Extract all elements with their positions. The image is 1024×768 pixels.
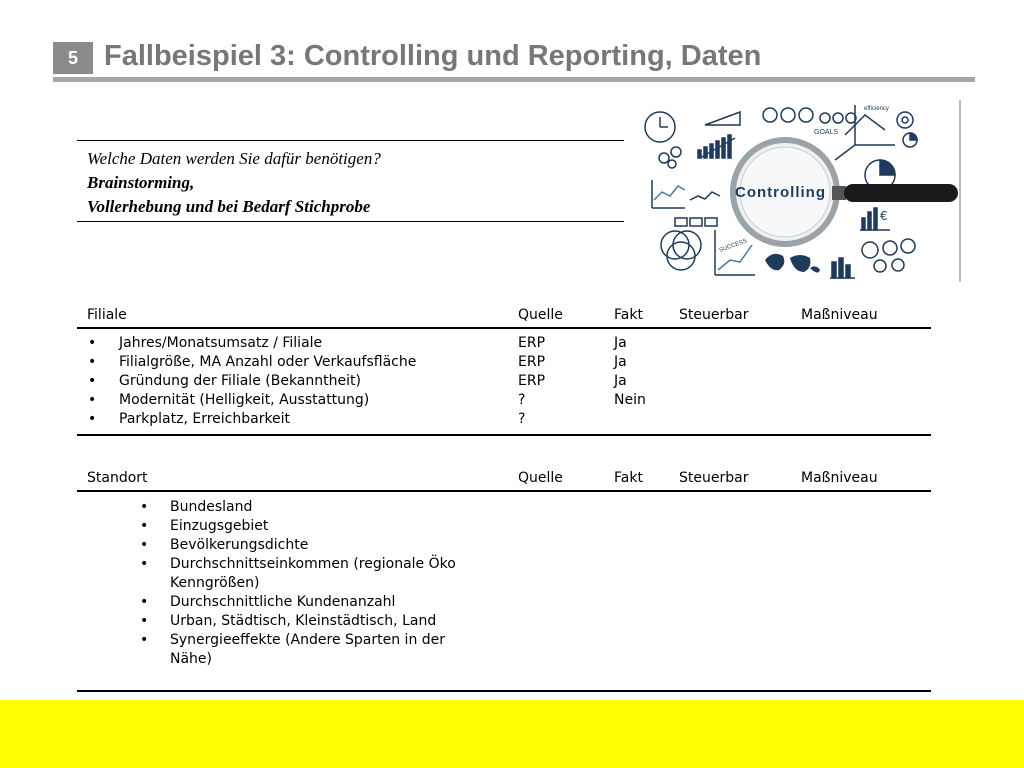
bullet: • (140, 632, 149, 648)
list-item (77, 498, 490, 517)
header-filiale: Filiale (87, 307, 127, 323)
table-row (77, 354, 931, 373)
gear-cluster-icon (862, 239, 915, 272)
table-bottom-rule (77, 434, 931, 436)
bullet: • (140, 518, 149, 534)
row-quelle: ? (518, 392, 526, 408)
rising-bars-icon (698, 135, 735, 158)
venn-diagram-icon (661, 231, 701, 270)
question-line: Welche Daten werden Sie dafür benötigen? (87, 149, 381, 168)
header-massniveau: Maßniveau (801, 470, 878, 486)
bullet: • (140, 556, 149, 572)
standort-table (77, 470, 931, 692)
list-item-text: Urban, Städtisch, Kleinstädtisch, Land (170, 613, 437, 629)
table-row (77, 373, 931, 392)
svg-text:€: € (880, 209, 888, 223)
row-fakt: Nein (614, 392, 646, 408)
row-quelle: ERP (518, 335, 546, 351)
standort-header-row (77, 470, 931, 490)
title-underline (53, 77, 975, 82)
bullet: • (88, 354, 97, 370)
table-row (77, 335, 931, 354)
survey-method-line: Vollerhebung und bei Bedarf Stichprobe (87, 197, 371, 216)
bullet: • (88, 392, 97, 408)
picture-divider (959, 100, 961, 282)
filiale-header-row (77, 307, 931, 327)
line-chart-icon (652, 180, 720, 208)
bar-chart-icon (830, 258, 855, 278)
footer-bar (0, 700, 1024, 768)
header-massniveau: Maßniveau (801, 307, 878, 323)
bullet: • (88, 411, 97, 427)
bullet: • (140, 537, 149, 553)
table-row (77, 411, 931, 430)
list-item (77, 593, 490, 612)
question-box (77, 140, 624, 222)
currency-chart-icon (860, 208, 890, 230)
row-item: Gründung der Filiale (Bekanntheit) (119, 373, 361, 389)
list-item-text: Durchschnittseinkommen (regionale Öko Kenngrößen) (170, 556, 456, 591)
list-item (77, 631, 490, 669)
row-quelle: ? (518, 411, 526, 427)
row-item: Parkplatz, Erreichbarkeit (119, 411, 291, 427)
list-item (77, 536, 490, 555)
header-steuerbar: Steuerbar (679, 307, 749, 323)
bullet: • (88, 335, 97, 351)
goals-label: GOALS (814, 129, 839, 136)
people-icons (820, 113, 856, 123)
header-fakt: Fakt (614, 307, 643, 323)
list-item-text: Durchschnittliche Kundenanzahl (170, 594, 396, 610)
row-quelle: ERP (518, 354, 546, 370)
row-item: Jahres/Monatsumsatz / Filiale (119, 335, 323, 351)
bullet: • (140, 499, 149, 515)
list-item-text: Synergieeffekte (Andere Sparten in der Nähe) (170, 632, 446, 667)
list-item (77, 517, 490, 536)
staircase-icon (705, 112, 740, 125)
row-item: Filialgröße, MA Anzahl oder Verkaufsfläche (119, 354, 417, 370)
table-icon (675, 218, 717, 226)
bullet: • (88, 373, 97, 389)
row-item: Modernität (Helligkeit, Ausstattung) (119, 392, 370, 408)
row-quelle: ERP (518, 373, 546, 389)
list-item (77, 612, 490, 631)
table-row (77, 392, 931, 411)
list-item-text: Einzugsgebiet (170, 518, 269, 534)
clock-icon (645, 112, 675, 142)
bullet: • (140, 613, 149, 629)
table-bottom-rule (77, 690, 931, 692)
list-item (77, 555, 490, 593)
success-label: SUCCESS (718, 238, 748, 254)
header-fakt: Fakt (614, 470, 643, 486)
efficiency-label: efficiency (864, 106, 889, 112)
header-quelle: Quelle (518, 470, 563, 486)
gears-icon (659, 147, 681, 168)
row-fakt: Ja (614, 335, 627, 351)
brainstorming-line: Brainstorming, (87, 173, 195, 192)
controlling-label: Controlling (735, 184, 826, 201)
bullet: • (140, 594, 149, 610)
smiley-icons (763, 108, 813, 122)
controlling-illustration (640, 100, 962, 282)
list-item-text: Bundesland (170, 499, 253, 515)
header-standort: Standort (87, 470, 148, 486)
slide-title: Fallbeispiel 3: Controlling und Reporting, Daten (104, 40, 762, 72)
percentage-icon (903, 133, 917, 147)
row-fakt: Ja (614, 373, 627, 389)
row-fakt: Ja (614, 354, 627, 370)
axes-icon (835, 105, 895, 160)
filiale-table (77, 307, 931, 436)
header-steuerbar: Steuerbar (679, 470, 749, 486)
slide-number: 5 (53, 42, 93, 74)
header-quelle: Quelle (518, 307, 563, 323)
list-item-text: Bevölkerungsdichte (170, 537, 309, 553)
world-map-icon (765, 254, 820, 273)
target-icon (897, 112, 913, 128)
